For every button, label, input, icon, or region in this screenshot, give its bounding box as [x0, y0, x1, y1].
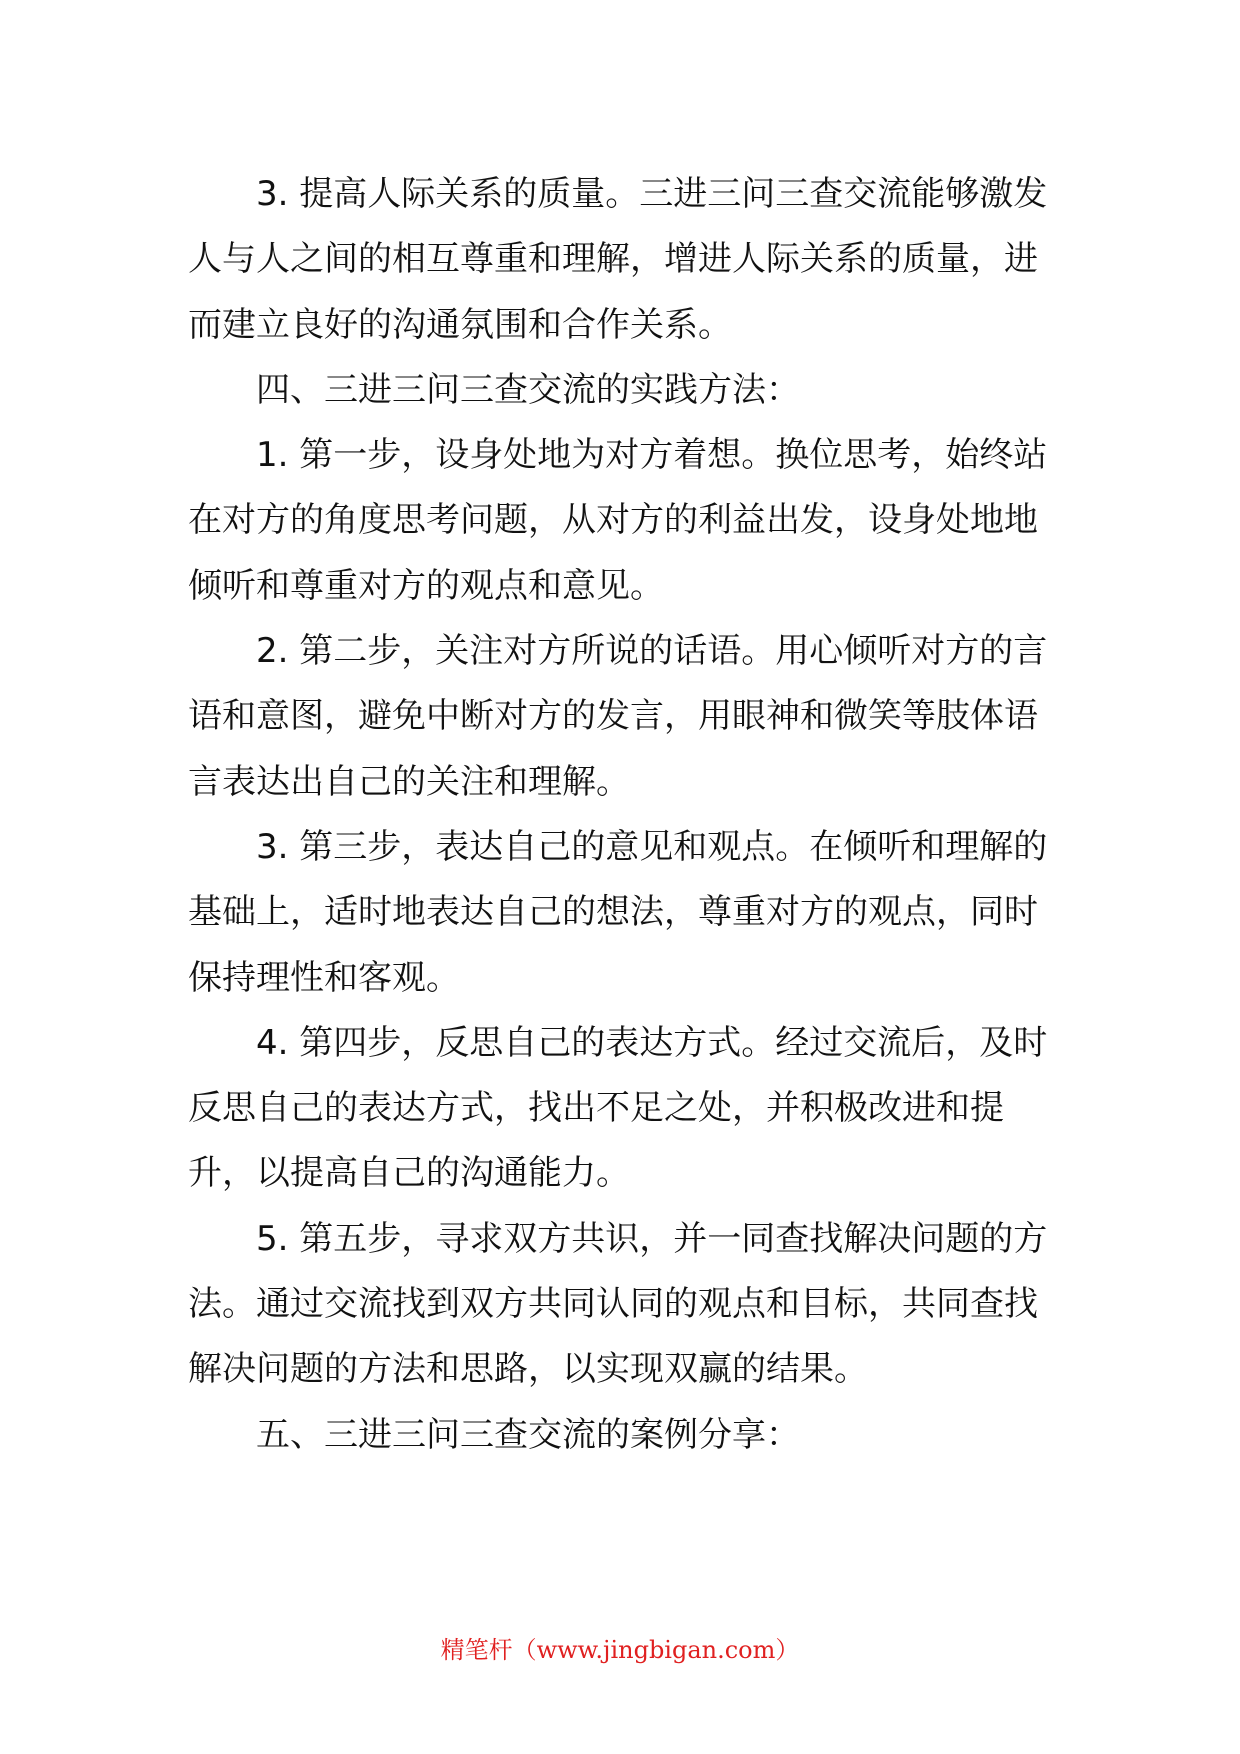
paragraph-step-1: 1. 第一步，设身处地为对方着想。换位思考，始终站在对方的角度思考问题，从对方的利益出发，设身处地地倾听和尊重对方的观点和意见。	[188, 435, 1048, 606]
paragraph-step-2: 2. 第二步，关注对方所说的话语。用心倾听对方的言语和意图，避免中断对方的发言，用眼神和微笑等肢体语言表达出自己的关注和理解。	[188, 631, 1048, 802]
footer-watermark: 精笔杆（www.jingbigan.com）	[440, 1636, 800, 1664]
paragraph-point-3-relationships: 3. 提高人际关系的质量。三进三问三查交流能够激发人与人之间的相互尊重和理解，增进人际关系的质量，进而建立良好的沟通氛围和合作关系。	[188, 174, 1048, 345]
paragraph-step-4: 4. 第四步，反思自己的表达方式。经过交流后，及时反思自己的表达方式，找出不足之处，并积极改进和提升，以提高自己的沟通能力。	[188, 1022, 1048, 1194]
section-heading-case-sharing: 五、三进三问三查交流的案例分享：	[256, 1414, 800, 1455]
section-heading-practice-methods: 四、三进三问三查交流的实践方法：	[256, 369, 800, 410]
paragraph-step-5: 5. 第五步，寻求双方共识，并一同查找解决问题的方法。通过交流找到双方共同认同的观点和目标，共同查找解决问题的方法和思路，以实现双赢的结果。	[188, 1218, 1048, 1390]
paragraph-step-3: 3. 第三步，表达自己的意见和观点。在倾听和理解的基础上，适时地表达自己的想法，尊重对方的观点，同时保持理性和客观。	[188, 826, 1048, 998]
document-body	[188, 162, 1068, 1468]
